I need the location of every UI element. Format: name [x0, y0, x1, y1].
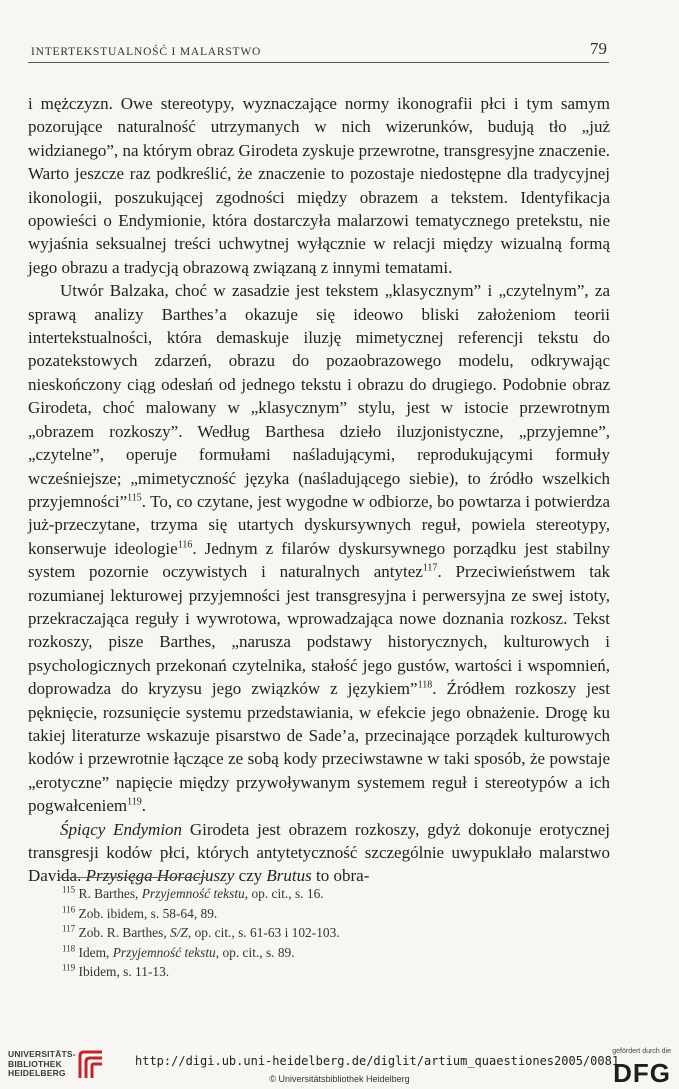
- text-run: . Źródłem rozkoszy jest pęknięcie, rozsunięcie systemu przedstawiania, w efekcie jego obnażenie. Drogę ku takiej literaturze wskazuje pisarstwo de Sade’a, przecinające porządek kulturowych kodów i przewrotnie łączące ze sobą kody przeciwstawne w taki sposób, że powstaje „erotyczne” napięcie między przywoływanym systemem reguł i stereotypów a ich pogwałceniem: [28, 679, 611, 816]
- italic-title: S/Z: [170, 925, 188, 941]
- text-run: czy: [234, 866, 267, 886]
- footnote: [62, 943, 582, 963]
- footnote-ref: 115: [127, 492, 142, 504]
- italic-title: Przyjemność tekstu: [112, 944, 216, 960]
- body-text: [28, 92, 610, 888]
- text-run: Zob. ibidem, s. 58-64, 89.: [75, 905, 218, 921]
- text-run: Girodeta jest obrazem rozkoszy, gdyż dokonuje erotycznej transgresji kodów płci, których antytetyczność szczególnie uwypuklało malarstwo Davida.: [28, 819, 610, 886]
- footnote: [62, 904, 582, 924]
- library-name: UNIVERSITÄTS- BIBLIOTHEK HEIDELBERG: [8, 1049, 76, 1078]
- dfg-logo[interactable]: [601, 1048, 671, 1086]
- text-run: i mężczyzn. Owe stereotypy, wyznaczające normy ikonografii płci i tym samym pozorujące naturalność utrzymanych w nich wizerunków, budują tło „już widzianego”, na którym obraz Girodeta zyskuje przewrotne, transgresyjne znaczenie. Warto jeszcze raz podkreślić, że znaczenie to pozostaje niedostępne dla tradycyjnej ikonologii, poszukującej zgodności między obrazem a tekstem. Identyfikacja opowieści o Endymionie, która dostarczyła malarzowi tematycznego pretekstu, nie wyjaśnia seksualnej treści uchwytnej wyłącznie w relacji między wizualną formą jego obrazu a tradycją obrazową związaną z innymi tematami.: [28, 94, 610, 277]
- footnote: [62, 884, 582, 904]
- text-run: .: [141, 796, 147, 816]
- italic-title: Przyjemność tekstu: [141, 886, 245, 901]
- footnote-ref: 115: [62, 884, 76, 895]
- footnote-ref: 118: [417, 679, 433, 691]
- footnote-ref: 119: [127, 796, 142, 808]
- footnote-ref: 119: [62, 962, 76, 973]
- text-run: . To, co czytane, jest wygodne w odbiorze, bo powtarza i potwierdza już-przeczytane, trzyma się utartych dyskursywnych reguł, powiela stereotypy, konserwuje ideologie: [28, 491, 610, 558]
- footnote-ref: 116: [62, 904, 76, 915]
- text-run: Idem,: [75, 944, 113, 960]
- text-run: Ibidem, s. 11-13.: [75, 964, 170, 980]
- running-header: [28, 32, 609, 63]
- footnote-ref: 118: [62, 943, 76, 954]
- paragraph: [28, 279, 610, 817]
- digitization-footer: [0, 1040, 679, 1088]
- permalink-url[interactable]: http://digi.ub.uni-heidelberg.de/diglit/artium_quaestiones2005/0081: [135, 1054, 620, 1068]
- text-run: to obra-: [311, 866, 370, 886]
- paragraph: [28, 92, 610, 279]
- text-run: . Jednym z filarów dyskursywnego porządku jest stabilny system pozornie oczywistych i naturalnych antytez: [28, 538, 610, 582]
- text-run: , op. cit., s. 89.: [215, 944, 295, 960]
- footnotes: [62, 884, 582, 982]
- footnote-divider: [58, 877, 208, 878]
- page-number: 79: [590, 39, 607, 58]
- footnote-ref: 117: [62, 923, 76, 934]
- text-run: , op. cit., s. 16.: [244, 886, 324, 901]
- text-run: Zob. R. Barthes,: [75, 925, 171, 941]
- italic-title: Brutus: [266, 866, 312, 886]
- dfg-wordmark: DFG: [613, 1058, 671, 1088]
- footnote: [62, 923, 582, 943]
- footnote-ref: 116: [177, 539, 193, 551]
- italic-title: Śpiący Endymion: [60, 819, 183, 839]
- footnote: [62, 962, 582, 982]
- text-run: , op. cit., s. 61-63 i 102-103.: [187, 925, 340, 941]
- footnote-ref: 117: [422, 562, 438, 574]
- dfg-funding-note: gefördert durch die: [612, 1048, 671, 1055]
- running-title: INTERTEKSTUALNOŚĆ I MALARSTWO: [31, 46, 262, 58]
- text-run: Utwór Balzaka, choć w zasadzie jest tekstem „klasycznym” i „czytelnym”, za sprawą analizy Barthes’a okazuje się ideowo bliski założeniom teorii intertekstualności, która demaskuje iluzję mimetycznej referencji tekstu do pozatekstowych zdarzeń, obrazu do pozaobrazowego modelu, odkrywając nieskończony ciąg odesłań od jednego tekstu i obrazu do drugiego. Podobnie obraz Girodeta, choć malowany w „klasycznym” stylu, jest w istocie przewrotnym „obrazem rozkoszy”. Według Barthesa dzieło iluzjonistyczne, „przyjemne”, „czytelne”, operuje formułami naśladującymi, reprodukującymi formuły wcześniejsze; „mimetyczność języka (naśladującego siebie), to źródło wszelkich przyjemności”: [28, 281, 610, 511]
- italic-title: Przysięga Horacjuszy: [85, 866, 235, 886]
- text-run: . Przeciwieństwem tak rozumianej lekturowej przyjemności jest transgresyjna i perwersyjna ze swej istoty, przekraczająca reguły i wywrotowa, wprowadzająca nowe doznania rozkosz. Tekst rozkoszy, pisze Barthes, „narusza podstawy historycznych, kulturowych i psychologicznych przekonań czytelnika, stałość jego gustów, wartości i wspomnień, doprowadza do kryzysu jego związków z językiem”: [28, 562, 610, 699]
- copyright-notice: © Universitätsbibliothek Heidelberg: [269, 1074, 410, 1084]
- text-run: R. Barthes,: [75, 886, 142, 901]
